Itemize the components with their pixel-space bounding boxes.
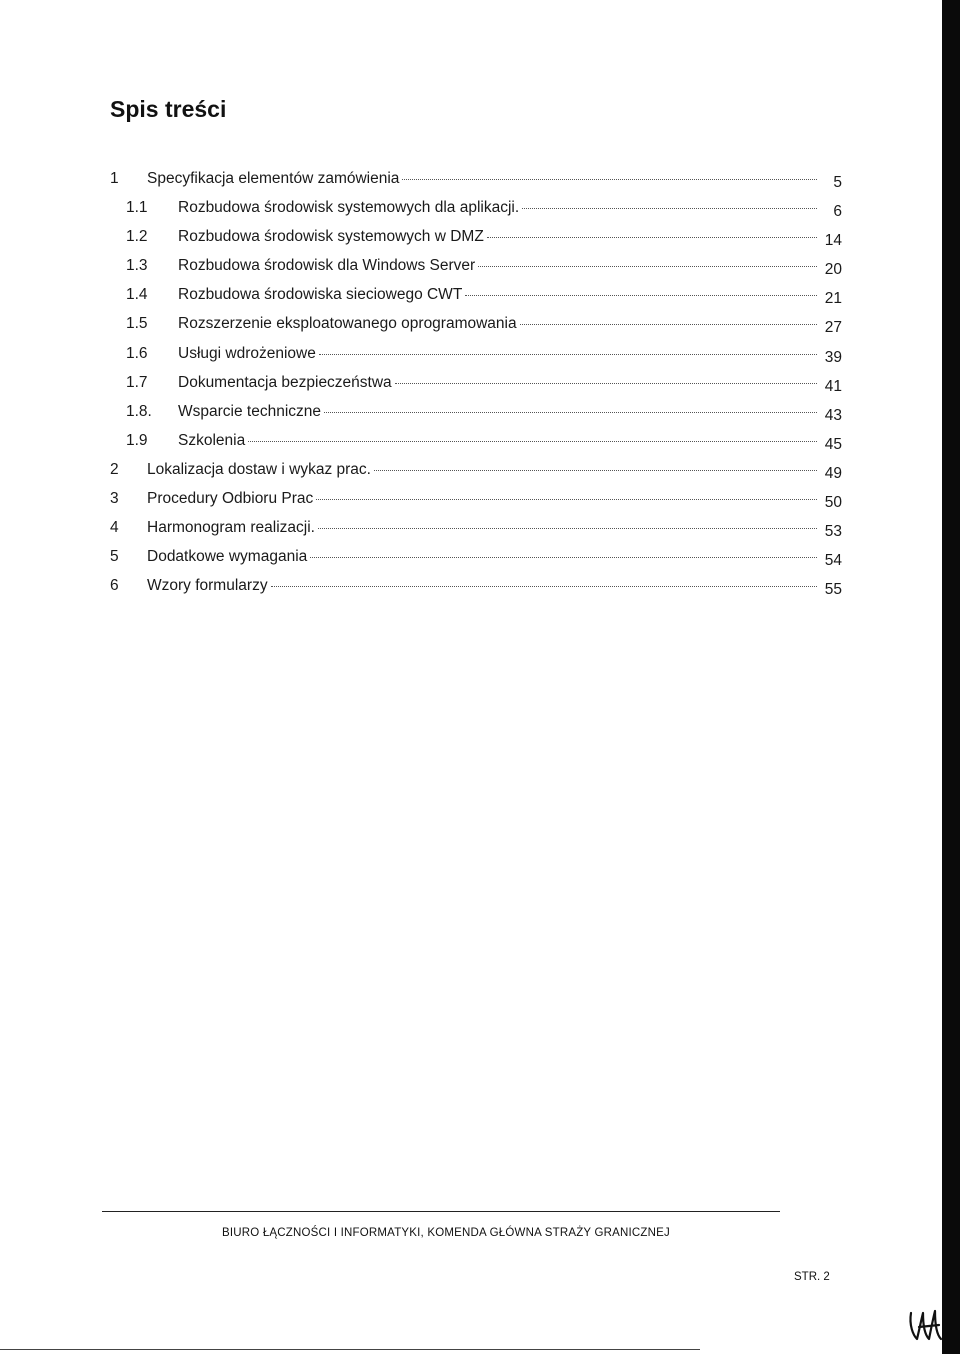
toc-entry-page: 54 [824, 552, 842, 570]
toc-entry-number: 2 [110, 460, 119, 478]
toc-entry [110, 577, 842, 606]
toc-entry [110, 403, 842, 432]
toc-entry-title: Wsparcie techniczne [178, 402, 322, 420]
toc-entry-page: 55 [824, 581, 842, 599]
toc-entry [110, 199, 842, 228]
toc-entry-title: Dokumentacja bezpieczeństwa [178, 373, 392, 391]
toc-entry [110, 374, 842, 403]
toc-dot-leader [316, 498, 817, 500]
toc-entry-number: 6 [110, 577, 119, 595]
toc-entry-page: 5 [833, 174, 842, 191]
toc-dot-leader [395, 382, 817, 384]
scan-edge [942, 0, 960, 1354]
page-title: Spis treści [110, 96, 227, 122]
toc-entry-page: 20 [824, 261, 842, 279]
toc-entry-title: Rozbudowa środowiska sieciowego CWT [178, 286, 463, 304]
toc-entry-page: 39 [824, 348, 842, 366]
toc-entry [110, 548, 842, 577]
toc-dot-leader [478, 265, 817, 267]
toc-entry-number: 4 [110, 519, 119, 537]
toc-entry [110, 228, 842, 257]
toc-dot-leader [324, 411, 817, 413]
toc-entry-title: Lokalizacja dostaw i wykaz prac. [147, 460, 371, 478]
toc-entry-title: Szkolenia [178, 431, 246, 449]
toc-entry-number: 1.2 [126, 228, 148, 246]
toc-entry-page: 49 [824, 464, 842, 482]
toc-entry [110, 315, 842, 344]
toc-entry-title: Rozbudowa środowisk dla Windows Server [178, 257, 476, 275]
toc-entry [110, 432, 842, 461]
toc-entry-page: 6 [833, 203, 842, 221]
toc-entry-title: Rozbudowa środowisk systemowych w DMZ [178, 228, 484, 246]
toc-entry-number: 1.5 [126, 315, 148, 333]
toc-entry-page: 41 [824, 377, 842, 395]
toc-entry-number: 1.4 [126, 286, 148, 304]
toc-dot-leader [522, 207, 817, 209]
toc-entry-page: 53 [824, 523, 842, 541]
toc-entry [110, 490, 842, 519]
page-number: STR. 2 [794, 1271, 830, 1283]
handwritten-initials-signature [905, 1305, 945, 1345]
toc-entry-number: 1.3 [126, 257, 148, 275]
toc-entry [110, 345, 842, 374]
toc-entry-title: Harmonogram realizacji. [147, 519, 315, 537]
toc-entry-title: Procedury Odbioru Prac [147, 490, 314, 508]
toc-entry-number: 1.1 [126, 199, 148, 217]
toc-entry [110, 461, 842, 490]
toc-entry-title: Dodatkowe wymagania [147, 548, 308, 566]
toc-entry-number: 1.7 [126, 373, 148, 391]
scan-bottom-line [0, 1349, 700, 1350]
toc-entry [110, 170, 842, 199]
toc-dot-leader [319, 353, 817, 355]
toc-entry-number: 1.8. [126, 402, 152, 420]
toc-dot-leader [465, 294, 817, 296]
toc-entry-page: 43 [824, 406, 842, 424]
toc-entry-page: 27 [824, 319, 842, 337]
toc-dot-leader [310, 556, 817, 558]
toc-dot-leader [402, 178, 817, 180]
footer-divider [102, 1211, 780, 1212]
toc-entry-title: Wzory formularzy [147, 577, 268, 595]
toc-entry-number: 1.6 [126, 344, 148, 362]
toc-entry-title: Rozszerzenie eksploatowanego oprogramowania [178, 315, 517, 333]
toc-dot-leader [318, 527, 817, 529]
toc-entry-page: 21 [824, 290, 842, 308]
toc-entry-number: 3 [110, 490, 119, 508]
toc-entry [110, 286, 842, 315]
toc-entry-number: 1.9 [126, 431, 148, 449]
toc-entry-page: 45 [824, 435, 842, 453]
table-of-contents [110, 170, 842, 606]
toc-dot-leader [520, 323, 817, 325]
toc-entry-number: 1 [110, 170, 119, 187]
toc-entry [110, 519, 842, 548]
toc-dot-leader [487, 236, 817, 238]
toc-dot-leader [374, 469, 817, 471]
toc-entry-number: 5 [110, 548, 119, 566]
toc-dot-leader [271, 585, 817, 587]
toc-entry-title: Usługi wdrożeniowe [178, 344, 316, 362]
toc-entry-page: 50 [824, 494, 842, 512]
toc-entry-page: 14 [824, 232, 842, 250]
toc-entry-title: Rozbudowa środowisk systemowych dla aplikacji. [178, 199, 520, 217]
toc-entry-title: Specyfikacja elementów zamówienia [147, 170, 400, 187]
footer-text: BIURO ŁĄCZNOŚCI I INFORMATYKI, KOMENDA GŁÓWNA STRAŻY GRANICZNEJ [222, 1227, 670, 1239]
toc-dot-leader [248, 440, 817, 442]
toc-entry [110, 257, 842, 286]
